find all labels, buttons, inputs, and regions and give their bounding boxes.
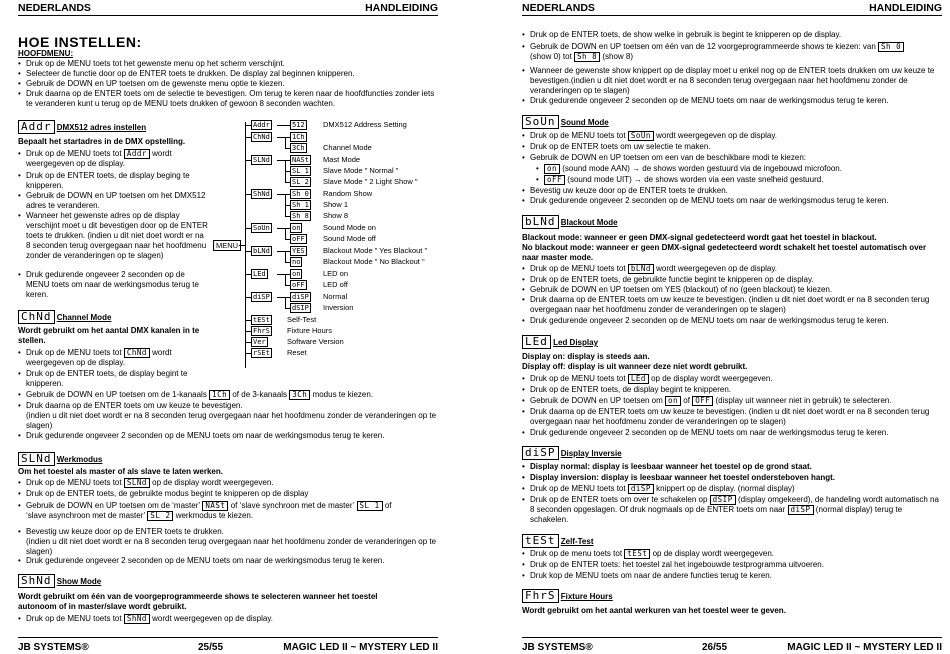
- item-text: Druk op de ENTER toets om over te schakelen op: [530, 495, 708, 505]
- footer-product: MAGIC LED II ~ MYSTERY LED II: [787, 642, 942, 653]
- lcd-display: ChNd: [124, 348, 150, 358]
- blackout-section: [522, 215, 822, 229]
- lcd-display: SoUn: [522, 115, 559, 129]
- section-subtitle: HOOFDMENU:: [18, 49, 74, 58]
- tree-connector: [277, 228, 285, 229]
- tree-subnode: on: [292, 270, 301, 278]
- tree-label: Show 8: [323, 211, 349, 220]
- tree-label: Blackout Mode " No Blackout ": [323, 257, 425, 266]
- list-item: [18, 527, 438, 557]
- list-item: • Selecteer de functie door op de ENTER toets te drukken. De display zal beginnen knipperen.: [18, 69, 438, 79]
- list-item: • Druk op de ENTER toets, de show welke in gebruik is begint te knipperen op de display.: [522, 30, 942, 40]
- showmode-section: [18, 574, 318, 588]
- list-item: [18, 501, 438, 521]
- list-item: • Druk op de ENTER toets: het toestel zal het ingebouwde testprogramma uitvoeren.: [522, 560, 942, 570]
- tree-branch: [285, 297, 286, 308]
- lcd-display: 1Ch: [209, 390, 230, 400]
- item-text: wordt weergegeven op de display.: [152, 614, 273, 624]
- tree-subnode: Sh 0: [292, 190, 309, 198]
- tree-label: Inversion: [323, 303, 354, 312]
- tree-node: ChNd: [253, 133, 270, 141]
- item-text: ‘slave asynchroon met de master’: [26, 511, 146, 521]
- list-item: • Druk op de MENU toets tot het gewenste menu op het scherm verschijnt.: [18, 59, 438, 69]
- lcd-display: SL 2: [147, 511, 173, 521]
- selftest-section: [522, 534, 822, 548]
- item-text: (display uit wanneer niet in gebruik) te selecteren.: [715, 396, 892, 406]
- tree-label: Software Version: [287, 337, 344, 346]
- lcd-display: Sh 8: [574, 52, 600, 62]
- lcd-display: Addr: [18, 120, 55, 134]
- lcd-display: SLNd: [124, 478, 150, 488]
- item-text: wordt weergegeven op de display.: [656, 264, 777, 274]
- tree-connector: [277, 125, 285, 126]
- tree-subnode: SL 1: [292, 167, 309, 175]
- lcd-display: bLNd: [628, 264, 654, 274]
- list-item: [522, 396, 942, 406]
- tree-connector: [245, 251, 251, 252]
- item-text: Druk op de MENU toets tot: [26, 478, 122, 488]
- lcd-display: 3Ch: [289, 390, 310, 400]
- workmode-section: [18, 452, 318, 466]
- tree-label: Fixture Hours: [287, 326, 333, 335]
- list-item: • Druk kop de MENU toets om naar de andere functies terug te keren.: [522, 571, 942, 581]
- section-title: Fixture Hours: [560, 592, 613, 601]
- section-title: Channel Mode: [56, 313, 112, 322]
- lcd-display: ShNd: [124, 614, 150, 624]
- tree-label: DMX512 Address Setting: [323, 120, 407, 129]
- tree-connector: [245, 274, 251, 275]
- list-item: [522, 495, 942, 525]
- tree-node: rSEt: [253, 349, 270, 357]
- item-text: (show 8): [602, 52, 634, 62]
- item-text: Druk op de MENU toets tot: [530, 484, 626, 494]
- tree-label: Self-Test: [287, 315, 317, 324]
- tree-label: LED on: [323, 269, 349, 278]
- sound-section: [522, 115, 822, 129]
- tree-connector: [277, 160, 285, 161]
- header-language: NEDERLANDS: [18, 2, 91, 14]
- tree-connector: [245, 342, 251, 343]
- item-text: Gebruik de DOWN en UP toetsen om de ‘master’: [26, 501, 201, 511]
- tree-connector: [245, 353, 251, 354]
- list-item: • Druk op de ENTER toets om uw selectie te maken.: [522, 142, 942, 152]
- list-item: • Druk op de ENTER toets, de display beging te knipperen.: [18, 171, 208, 191]
- section-desc: Display off: display is uit wanneer deze niet wordt gebruikt.: [522, 362, 748, 371]
- item-text: Druk op de menu toets tot: [530, 549, 623, 559]
- lcd-display: bLNd: [522, 215, 559, 229]
- page-footer: [18, 642, 438, 654]
- section-title: Sound Mode: [560, 118, 609, 127]
- tree-label: Slave Mode " Normal ": [323, 166, 399, 175]
- tree-label: Channel Mode: [323, 143, 372, 152]
- list-item: [18, 478, 438, 488]
- section-desc: Om het toestel als master of als slave te laten werken.: [18, 467, 223, 476]
- list-item: • Druk gedurende ongeveer 2 seconden op de MENU toets om naar de werkingsmodus terug te keren.: [18, 431, 438, 441]
- lcd-display: Sh 0: [878, 42, 904, 52]
- list-item: [18, 401, 438, 431]
- item-text: Gebruik de DOWN en UP toetsen om: [530, 396, 663, 406]
- item-text: Druk op de MENU toets tot: [530, 131, 626, 141]
- list-item: [18, 149, 208, 169]
- item-text: Druk op de MENU toets tot: [26, 614, 122, 624]
- section-desc: Wordt gebruikt om het aantal werkuren van het toestel weer te geven.: [522, 606, 786, 615]
- tree-subnode: 1Ch: [292, 133, 305, 141]
- section-desc: No blackout mode: wanneer er geen DMX-signal gedetecteerd wordt schakelt het toestel automatisch over naar master mode.: [522, 243, 927, 262]
- lcd-display: tESt: [624, 549, 650, 559]
- item-text: op de display wordt weergegeven.: [652, 549, 775, 559]
- list-item: • Wanneer het gewenste adres op de display verschijnt moet u dit bevestigen door op de ENTER toets te drukken. (indien u dit niet doet wordt er na 8 seconden terug overgegaan naar het hoofdmenu zonder de veranderingen op te slagen): [18, 211, 208, 261]
- tree-connector: [277, 194, 285, 195]
- item-text: (show 0) tot: [530, 52, 572, 62]
- tree-connector: [239, 245, 245, 246]
- item-text: wordt weergegeven op de display.: [26, 149, 172, 169]
- item-text: werkmodus te kiezen.: [175, 511, 254, 521]
- section-title: Werkmodus: [56, 455, 103, 464]
- tree-connector: [245, 194, 251, 195]
- list-item: • Gebruik de DOWN en UP toetsen om de gewenste menu optie te kiezen.: [18, 79, 438, 89]
- item-text: op de display wordt weergegeven.: [152, 478, 274, 488]
- tree-subnode: dSIP: [292, 304, 309, 312]
- section-title: Show Mode: [56, 577, 102, 586]
- item-text: Druk op de MENU toets tot: [530, 264, 626, 274]
- item-text: Gebruik de DOWN en UP toetsen om de 1-kanaals: [26, 390, 207, 400]
- tree-subnode: 3Ch: [292, 144, 305, 152]
- item-text: (display omgekeerd), de handeling wordt automatisch na 8 seconden opgeslagen. Of druk nogmaals op de ENTER toets om naar: [530, 495, 939, 515]
- lcd-display: ShNd: [18, 574, 55, 588]
- item-text: Gebruik de DOWN en UP toetsen om één van de 12 voorgeprogrammeerde shows te kiezen: van: [530, 42, 876, 52]
- item-text: Druk daarna op de ENTER toets om uw keuze te bevestigen.: [26, 401, 243, 410]
- list-item: [522, 484, 942, 494]
- list-item: • Druk daarna op de ENTER toets om de selectie te bevestigen. Om terug te keren naar de hoofdfuncties zonder iets te veranderen kunt u terug op de MENU toets drukken of gewoon 8 seconden wachten.: [18, 89, 438, 109]
- tree-node: Ver: [253, 338, 266, 346]
- tree-connector: [277, 274, 285, 275]
- item-text: knippert op de display. (normal display): [656, 484, 795, 494]
- tree-subnode: oFF: [292, 235, 305, 243]
- item-text: (sound mode AAN) → de shows worden gestuurd via de ingebouwd microfoon.: [562, 164, 842, 174]
- footer-page-number: 25/55: [198, 642, 224, 653]
- list-item: [18, 348, 208, 368]
- tree-connector: [245, 137, 251, 138]
- list-item: • Druk gedurende ongeveer 2 seconden op de MENU toets om naar de werkingsmodus terug te keren.: [18, 270, 208, 300]
- section-desc: Wordt gebruikt om het aantal DMX kanalen in te stellen.: [18, 326, 200, 345]
- lcd-display: dSIP: [710, 495, 736, 505]
- channel-section: [18, 310, 218, 324]
- tree-connector: [245, 297, 251, 298]
- tree-branch: [285, 137, 286, 148]
- tree-node: Addr: [253, 121, 270, 129]
- list-item: • Druk op de ENTER toets, de gebruikte functie begint te knipperen op de display.: [522, 275, 942, 285]
- tree-connector: [277, 297, 285, 298]
- list-item: • Bevestig uw keuze door op de ENTER toets te drukken.: [522, 186, 942, 196]
- tree-subnode: on: [292, 224, 301, 232]
- list-item: • Display normal: display is leesbaar wanneer het toestel op de grond staat.: [522, 462, 942, 472]
- lcd-display: diSP: [788, 505, 814, 515]
- tree-subnode: YES: [292, 247, 305, 255]
- section-desc: Blackout mode: wanneer er geen DMX-signal gedetecteerd wordt gaat het toestel in blackout.: [522, 233, 877, 242]
- tree-connector: [277, 251, 285, 252]
- list-item: [536, 175, 936, 185]
- lcd-display: Addr: [124, 149, 150, 159]
- hours-section: [522, 589, 822, 603]
- tree-connector: [245, 320, 251, 321]
- section-title: DMX512 adres instellen: [56, 123, 147, 132]
- footer-brand: JB SYSTEMS®: [18, 642, 89, 653]
- item-text: modus te kiezen.: [312, 390, 374, 400]
- lcd-display: FhrS: [522, 589, 559, 603]
- list-item: • Druk gedurende ongeveer 2 seconden op de MENU toets om naar de werkingsmodus terug te keren.: [522, 316, 942, 326]
- menu-box: MENU: [213, 240, 241, 251]
- item-text: (normal display) terug te schakelen.: [530, 505, 903, 525]
- tree-subnode: SL 2: [292, 178, 309, 186]
- item-text: of: [683, 396, 690, 406]
- list-item: • Druk gedurende ongeveer 2 seconden op de MENU toets om naar de werkingsmodus terug te keren.: [522, 428, 942, 438]
- tree-node: diSP: [253, 293, 270, 301]
- item-text: of de 3-kanaals: [232, 390, 288, 400]
- section-desc: Bepaalt het startadres in de DMX opstelling.: [18, 137, 186, 146]
- tree-node: LEd: [253, 270, 266, 278]
- tree-subnode: Sh 8: [292, 212, 309, 220]
- header-rule: [522, 15, 942, 16]
- tree-label: Sound Mode on: [323, 223, 376, 232]
- lcd-display: diSP: [628, 484, 654, 494]
- tree-connector: [277, 137, 285, 138]
- section-desc: Wordt gebruikt om één van de voorgeprogrammeerde shows te selecteren wanneer het toestel autonoom of in master/slave wordt gebruikt.: [18, 592, 378, 611]
- footer-rule: [18, 637, 438, 638]
- item-text: wordt weergegeven op de display.: [26, 348, 172, 368]
- item-text: op de display wordt weergegeven.: [651, 374, 773, 384]
- lcd-display: SoUn: [628, 131, 654, 141]
- tree-subnode: 512: [292, 121, 305, 129]
- tree-label: Sound Mode off: [323, 234, 376, 243]
- section-title: Led Display: [553, 338, 599, 347]
- list-item: • Druk op de ENTER toets, de display begint te knipperen.: [18, 369, 208, 389]
- tree-label: Normal: [323, 292, 348, 301]
- page-footer: [522, 642, 942, 654]
- lcd-display: ChNd: [18, 310, 55, 324]
- list-item: [18, 390, 438, 400]
- list-item: [522, 374, 942, 384]
- tree-connector: [245, 125, 251, 126]
- lcd-display: OFF: [692, 396, 713, 406]
- tree-label: Mast Mode: [323, 155, 361, 164]
- lcd-display: oFF: [544, 175, 565, 185]
- lcd-display: LEd: [522, 335, 551, 349]
- lcd-display: SL 1: [357, 501, 383, 511]
- page-header: [18, 2, 438, 14]
- section-title: Blackout Mode: [560, 218, 618, 227]
- list-item: • Druk gedurende ongeveer 2 seconden op de MENU toets om naar de werkingsmodus terug te keren.: [522, 196, 942, 206]
- lcd-display: on: [544, 164, 560, 174]
- list-item: • Druk op de ENTER toets, de display begint te knipperen.: [522, 385, 942, 395]
- header-language: NEDERLANDS: [522, 2, 595, 14]
- section-desc: Display on: display is steeds aan.: [522, 352, 650, 361]
- lcd-display: diSP: [522, 446, 559, 460]
- footer-rule: [522, 637, 942, 638]
- list-item: [522, 549, 942, 559]
- list-item: • Wanneer de gewenste show knippert op de display moet u enkel nog op de ENTER toets drukken om uw keuze te bevestigen.(indien u dit niet doet wordt er na 8 seconden terug overgegaan naar het hoofdmenu zonder de veranderingen op te slagen): [522, 66, 942, 96]
- header-rule: [18, 15, 438, 16]
- tree-subnode: no: [292, 258, 301, 266]
- item-text: (indien u dit niet doet wordt er na 8 seconden terug overgegaan naar het hoofdmenu zonder de veranderingen op te slagen): [26, 411, 437, 430]
- tree-label: Slave Mode " 2 Light Show ": [323, 177, 418, 186]
- lcd-display: on: [665, 396, 681, 406]
- list-item: [522, 131, 942, 141]
- item-text: wordt weergegeven op de display.: [656, 131, 777, 141]
- list-item: • Gebruik de DOWN en UP toetsen om een van de beschikbare modi te kiezen:: [522, 153, 942, 163]
- tree-node: ShNd: [253, 190, 270, 198]
- tree-label: Show 1: [323, 200, 349, 209]
- list-item: [18, 614, 438, 624]
- tree-branch: [285, 274, 286, 285]
- list-item: • Gebruik de DOWN en UP toetsen om het DMX512 adres te veranderen.: [18, 191, 208, 211]
- tree-subnode: Sh 1: [292, 201, 309, 209]
- tree-subnode: diSP: [292, 293, 309, 301]
- list-item: • Druk gedurende ongeveer 2 seconden op de MENU toets om naar de werkingsmodus terug te keren.: [522, 96, 942, 106]
- list-item: • Gebruik de DOWN en UP toetsen om YES (blackout) of no (geen blackout) te kiezen.: [522, 285, 942, 295]
- tree-label: Reset: [287, 348, 307, 357]
- lcd-display: NASt: [202, 501, 228, 511]
- tree-node: FhrS: [253, 327, 270, 335]
- tree-node: SLNd: [253, 156, 270, 164]
- right-page: [522, 0, 942, 654]
- header-manual: HANDLEIDING: [365, 2, 438, 14]
- tree-subnode: NASt: [292, 156, 309, 164]
- lcd-display: tESt: [522, 534, 559, 548]
- page-title: HOE INSTELLEN:: [18, 34, 142, 50]
- addr-section: [18, 120, 218, 134]
- tree-label: LED off: [323, 280, 348, 289]
- list-item: [536, 164, 936, 174]
- header-manual: HANDLEIDING: [869, 2, 942, 14]
- item-text: Druk op de MENU toets tot: [26, 348, 122, 358]
- tree-connector: [245, 160, 251, 161]
- tree-branch: [285, 251, 286, 262]
- page-header: [522, 2, 942, 14]
- left-page: [18, 0, 438, 654]
- section-title: Zelf-Test: [560, 537, 594, 546]
- tree-connector: [245, 331, 251, 332]
- tree-branch: [285, 228, 286, 239]
- tree-label: Blackout Mode " Yes Blackout ": [323, 246, 428, 255]
- item-text: Druk op de MENU toets tot: [530, 374, 626, 384]
- list-item: • Druk daarna op de ENTER toets om uw keuze te bevestigen. (indien u dit niet doet wordt er na 8 seconden terug overgegaan naar het hoofdmenu zonder de veranderingen op te slagen): [522, 295, 942, 315]
- tree-subnode: oFF: [292, 281, 305, 289]
- list-item: [522, 264, 942, 274]
- tree-node: tESt: [253, 316, 270, 324]
- item-text: (indien u dit niet doet wordt er na 8 seconden terug overgegaan naar het hoofdmenu zonder de veranderingen op te slagen): [26, 537, 437, 556]
- item-text: of ‘slave synchroon met de master’: [230, 501, 355, 511]
- list-item: • Druk op de ENTER toets, de gebruikte modus begint te knipperen op de display: [18, 489, 438, 499]
- list-item: • Druk daarna op de ENTER toets om uw keuze te bevestigen. (indien u dit niet doet wordt er na 8 seconden terug overgegaan naar het hoofdmenu zonder de veranderingen op te slagen): [522, 407, 942, 427]
- tree-node: SoUn: [253, 224, 270, 232]
- item-text: (sound mode UIT) → de shows worden via een vaste snelheid gestuurd.: [567, 175, 824, 185]
- tree-connector: [245, 228, 251, 229]
- menu-tree: [213, 118, 438, 378]
- list-item: • Druk gedurende ongeveer 2 seconden op de MENU toets om naar de werkingsmodus terug te keren.: [18, 556, 438, 566]
- item-text: of: [384, 501, 392, 511]
- lcd-display: SLNd: [18, 452, 55, 466]
- item-text: Druk op de MENU toets tot: [26, 149, 122, 159]
- list-item: • Display inversion: display is leesbaar wanneer het toestel ondersteboven hangt.: [522, 473, 942, 483]
- led-section: [522, 335, 822, 349]
- footer-product: MAGIC LED II ~ MYSTERY LED II: [283, 642, 438, 653]
- list-item: [522, 42, 942, 62]
- item-text: Bevestig uw keuze door op de ENTER toets te drukken.: [26, 527, 224, 536]
- tree-node: bLNd: [253, 247, 270, 255]
- footer-brand: JB SYSTEMS®: [522, 642, 593, 653]
- section-title: Display Inversie: [560, 449, 622, 458]
- lcd-display: LEd: [628, 374, 649, 384]
- display-inversion-section: [522, 446, 822, 460]
- footer-page-number: 26/55: [702, 642, 728, 653]
- tree-label: Random Show: [323, 189, 373, 198]
